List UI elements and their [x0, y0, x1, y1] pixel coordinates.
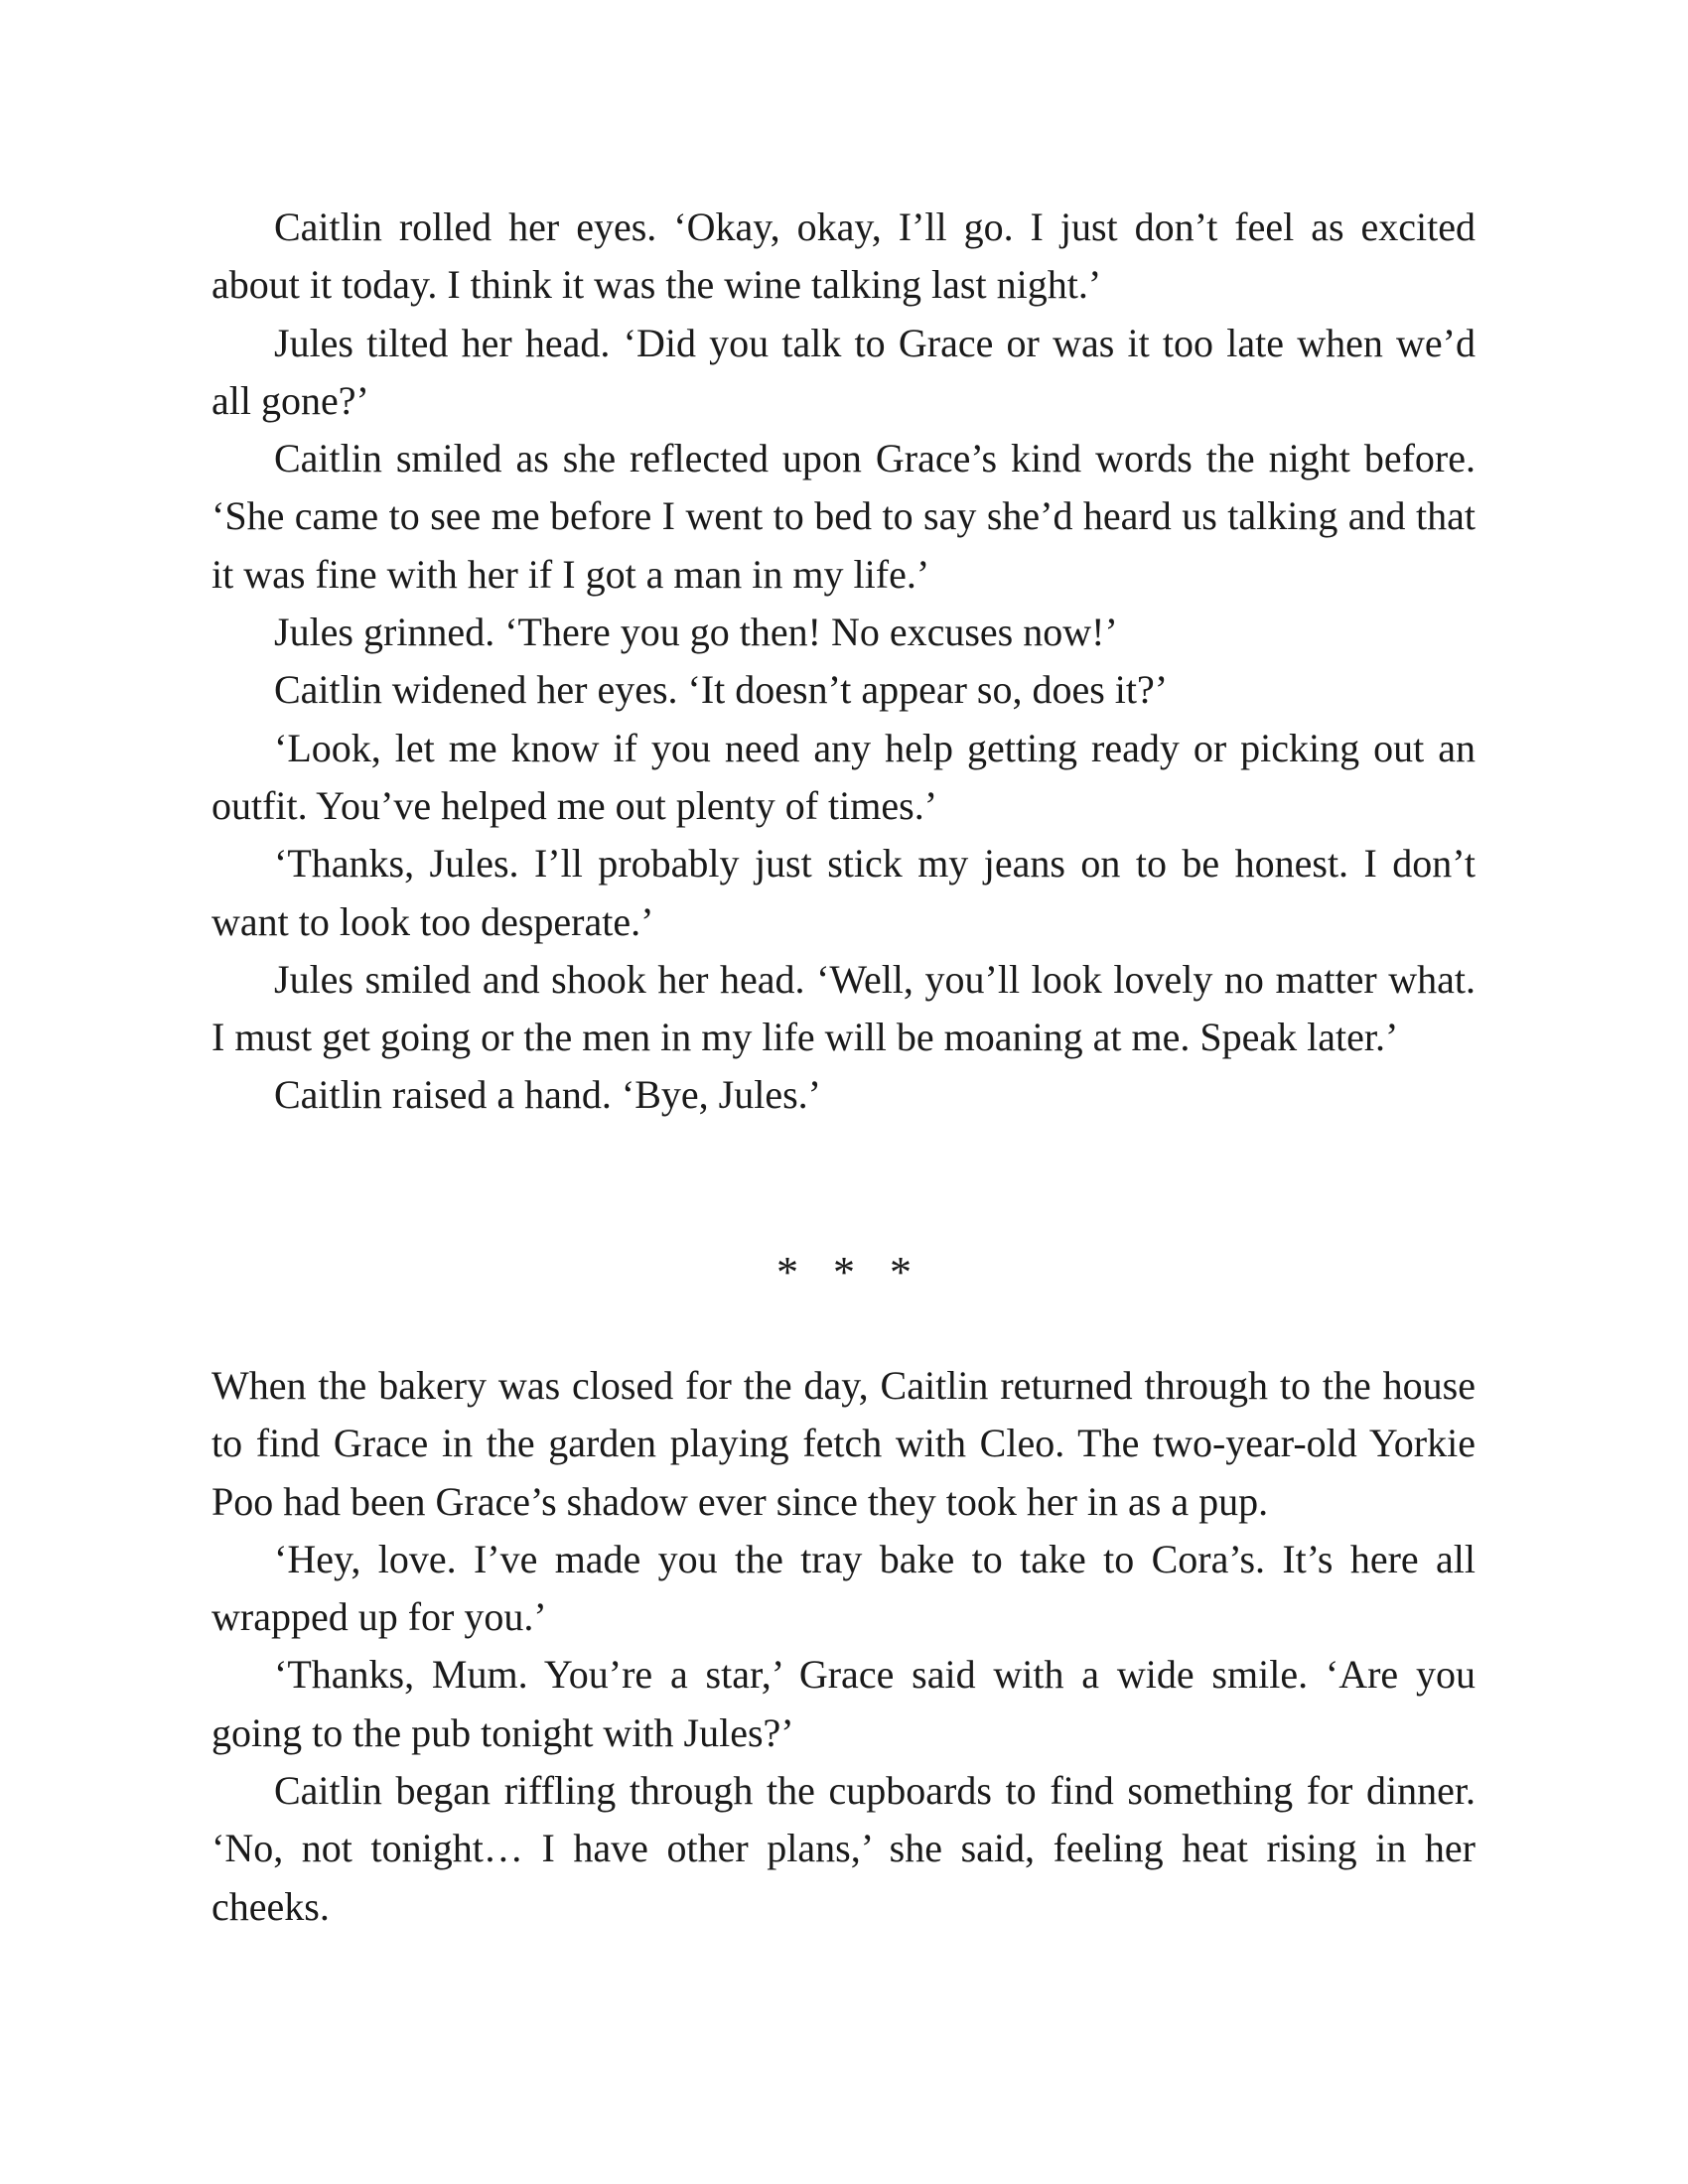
paragraph: When the bakery was closed for the day, Caitlin returned through to the house to find Grace in the garden playing fetch with Cleo. The two-year-old Yorkie Poo had been Grace’s shadow ever since they took her in as a pup.	[211, 1363, 1476, 1524]
paragraph: ‘Hey, love. I’ve made you the tray bake to take to Cora’s. It’s here all wrapped up for you.’	[211, 1536, 1476, 1640]
paragraph: Caitlin rolled her eyes. ‘Okay, okay, I’ll go. I just don’t feel as excited about it today. I think it was the wine talking last night.’	[211, 205, 1476, 308]
paragraph: Jules grinned. ‘There you go then! No excuses now!’	[274, 610, 1118, 655]
paragraph: ‘Thanks, Jules. I’ll probably just stick my jeans on to be honest. I don’t want to look too desperate.’	[211, 841, 1476, 944]
paragraph: ‘Thanks, Mum. You’re a star,’ Grace said with a wide smile. ‘Are you going to the pub tonight with Jules?’	[211, 1652, 1476, 1755]
paragraph: Caitlin began riffling through the cupboards to find something for dinner. ‘No, not tonight… I have other plans,’ she said, feeling heat rising in her cheeks.	[211, 1768, 1476, 1929]
section-two	[211, 1357, 1476, 1936]
paragraph: ‘Look, let me know if you need any help getting ready or picking out an outfit. You’ve helped me out plenty of times.’	[211, 725, 1476, 828]
paragraph: Caitlin raised a hand. ‘Bye, Jules.’	[274, 1072, 821, 1118]
section-one	[211, 199, 1476, 1125]
scene-break: * * *	[776, 1248, 923, 1297]
paragraph: Caitlin widened her eyes. ‘It doesn’t appear so, does it?’	[274, 667, 1169, 713]
paragraph: Jules tilted her head. ‘Did you talk to Grace or was it too late when we’d all gone?’	[211, 320, 1476, 423]
paragraph: Caitlin smiled as she reflected upon Grace’s kind words the night before. ‘She came to see me before I went to bed to say she’d heard us talking and that it was fine with her if I got a man in my life.’	[211, 436, 1476, 597]
paragraph: Jules smiled and shook her head. ‘Well, you’ll look lovely no matter what. I must get going or the men in my life will be moaning at me. Speak later.’	[211, 956, 1476, 1060]
